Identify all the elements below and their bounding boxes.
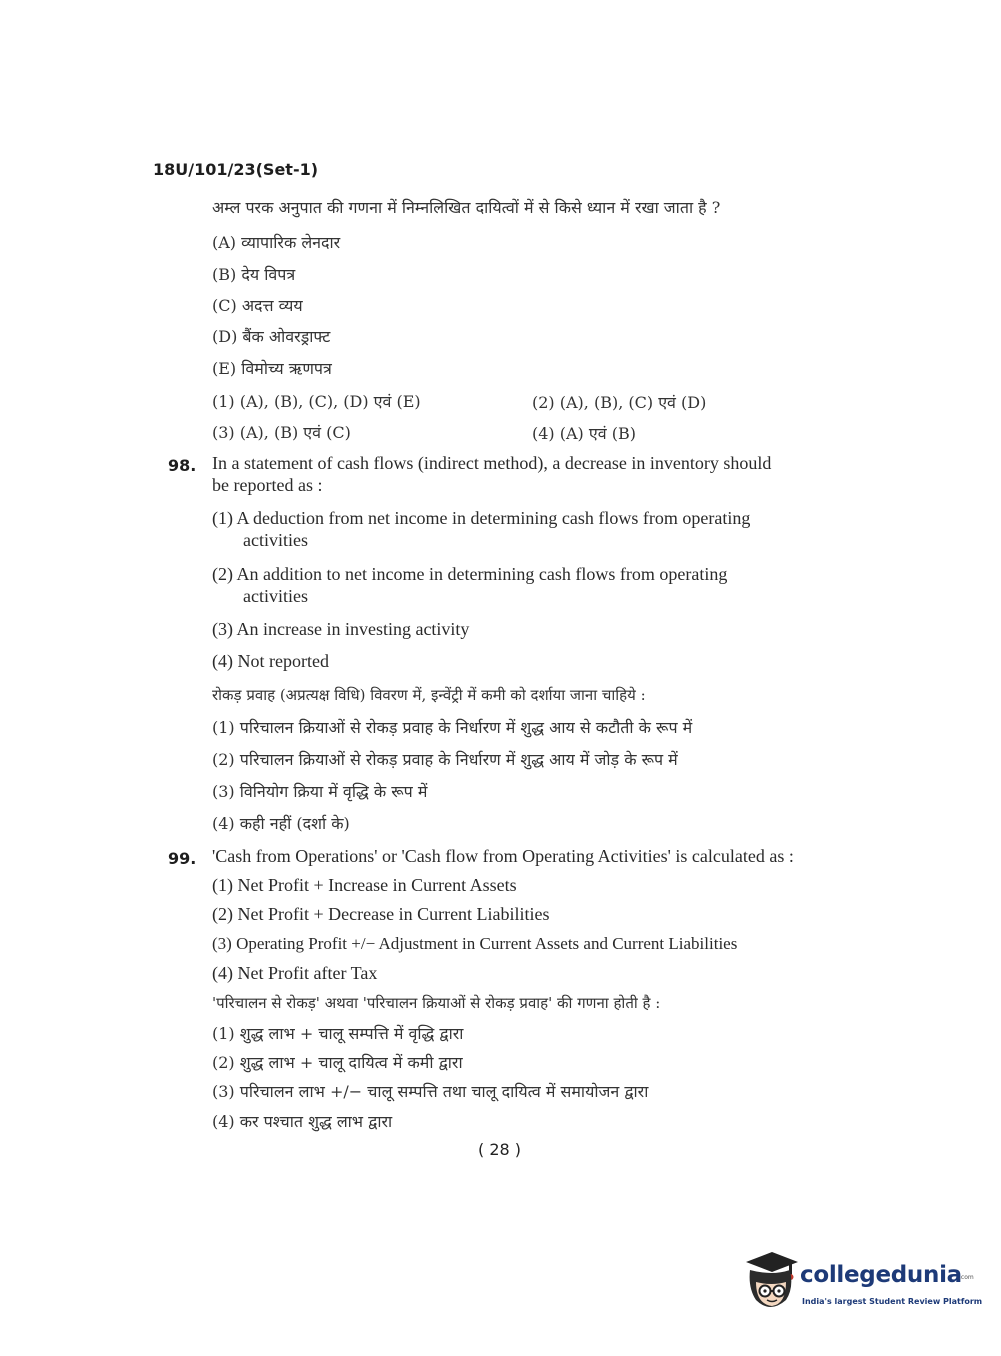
mascot-icon [742, 1248, 800, 1318]
collegedunia-logo [742, 1248, 983, 1318]
logo-domain-suffix: .com [959, 1274, 974, 1281]
q98-hindi-option-1: (1) परिचालन क्रियाओं से रोकड़ प्रवाह के निर्धारण में शुद्ध आय से कटौती के रूप में [212, 718, 693, 737]
q99-option-3: (3) Operating Profit +/− Adjustment in Current Assets and Current Liabilities [212, 934, 738, 953]
q99-hindi-question: 'परिचालन से रोकड़' अथवा 'परिचालन क्रियाओं से रोकड़ प्रवाह' की गणना होती है : [212, 994, 661, 1012]
q97-item-b: (B) देय विपत्र [212, 265, 296, 284]
q97-item-d: (D) बैंक ओवरड्राफ्ट [212, 327, 331, 346]
q99-option-1: (1) Net Profit + Increase in Current Assets [212, 875, 517, 895]
q99-hindi-option-1: (1) शुद्ध लाभ + चालू सम्पत्ति में वृद्धि द्वारा [212, 1024, 464, 1043]
q99-hindi-option-3: (3) परिचालन लाभ +/− चालू सम्पत्ति तथा चालू दायित्व में समायोजन द्वारा [212, 1082, 649, 1101]
q98-option-2: (2) An addition to net income in determining cash flows from operating [212, 564, 728, 584]
q97-item-e: (E) विमोच्य ऋणपत्र [212, 359, 332, 378]
q98-option-1: (1) A deduction from net income in determining cash flows from operating [212, 508, 751, 528]
logo-tagline: India's largest Student Review Platform [802, 1297, 983, 1306]
q99-hindi-option-4: (4) कर पश्चात शुद्ध लाभ द्वारा [212, 1112, 393, 1131]
q99-option-2: (2) Net Profit + Decrease in Current Liabilities [212, 904, 550, 924]
q98-hindi-option-3: (3) विनियोग क्रिया में वृद्धि के रूप में [212, 782, 428, 801]
q98-hindi-question: रोकड़ प्रवाह (अप्रत्यक्ष विधि) विवरण में, इन्वेंट्री में कमी को दर्शाया जाना चाहिये : [212, 686, 646, 704]
q98-question-line2: be reported as : [212, 475, 323, 495]
q98-option-4: (4) Not reported [212, 651, 329, 671]
q99-option-4: (4) Net Profit after Tax [212, 963, 378, 983]
q99-number: 99. [168, 849, 197, 868]
q98-question-line1: In a statement of cash flows (indirect method), a decrease in inventory should [212, 453, 772, 473]
q97-option-1: (1) (A), (B), (C), (D) एवं (E) [212, 392, 421, 411]
q98-option-1-cont: activities [243, 530, 308, 550]
q98-number: 98. [168, 456, 197, 475]
q97-option-4: (4) (A) एवं (B) [532, 424, 636, 443]
page-number: ( 28 ) [478, 1140, 522, 1159]
q98-hindi-option-2: (2) परिचालन क्रियाओं से रोकड़ प्रवाह के निर्धारण में शुद्ध आय में जोड़ के रूप में [212, 750, 678, 769]
q98-hindi-option-4: (4) कही नहीं (दर्शा के) [212, 814, 350, 833]
paper-code: 18U/101/23(Set-1) [153, 160, 319, 179]
q98-option-3: (3) An increase in investing activity [212, 619, 470, 639]
q99-question: 'Cash from Operations' or 'Cash flow from Operating Activities' is calculated as : [212, 846, 794, 866]
logo-wordmark: collegedunia [800, 1262, 962, 1288]
q97-hindi-question: अम्ल परक अनुपात की गणना में निम्नलिखित दायित्वों में से किसे ध्यान में रखा जाता है ? [212, 198, 721, 217]
q97-item-c: (C) अदत्त व्यय [212, 296, 303, 315]
q97-item-a: (A) व्यापारिक लेनदार [212, 233, 341, 252]
q97-option-2: (2) (A), (B), (C) एवं (D) [532, 393, 707, 412]
q99-hindi-option-2: (2) शुद्ध लाभ + चालू दायित्व में कमी द्वारा [212, 1053, 463, 1072]
q97-option-3: (3) (A), (B) एवं (C) [212, 423, 351, 442]
q98-option-2-cont: activities [243, 586, 308, 606]
